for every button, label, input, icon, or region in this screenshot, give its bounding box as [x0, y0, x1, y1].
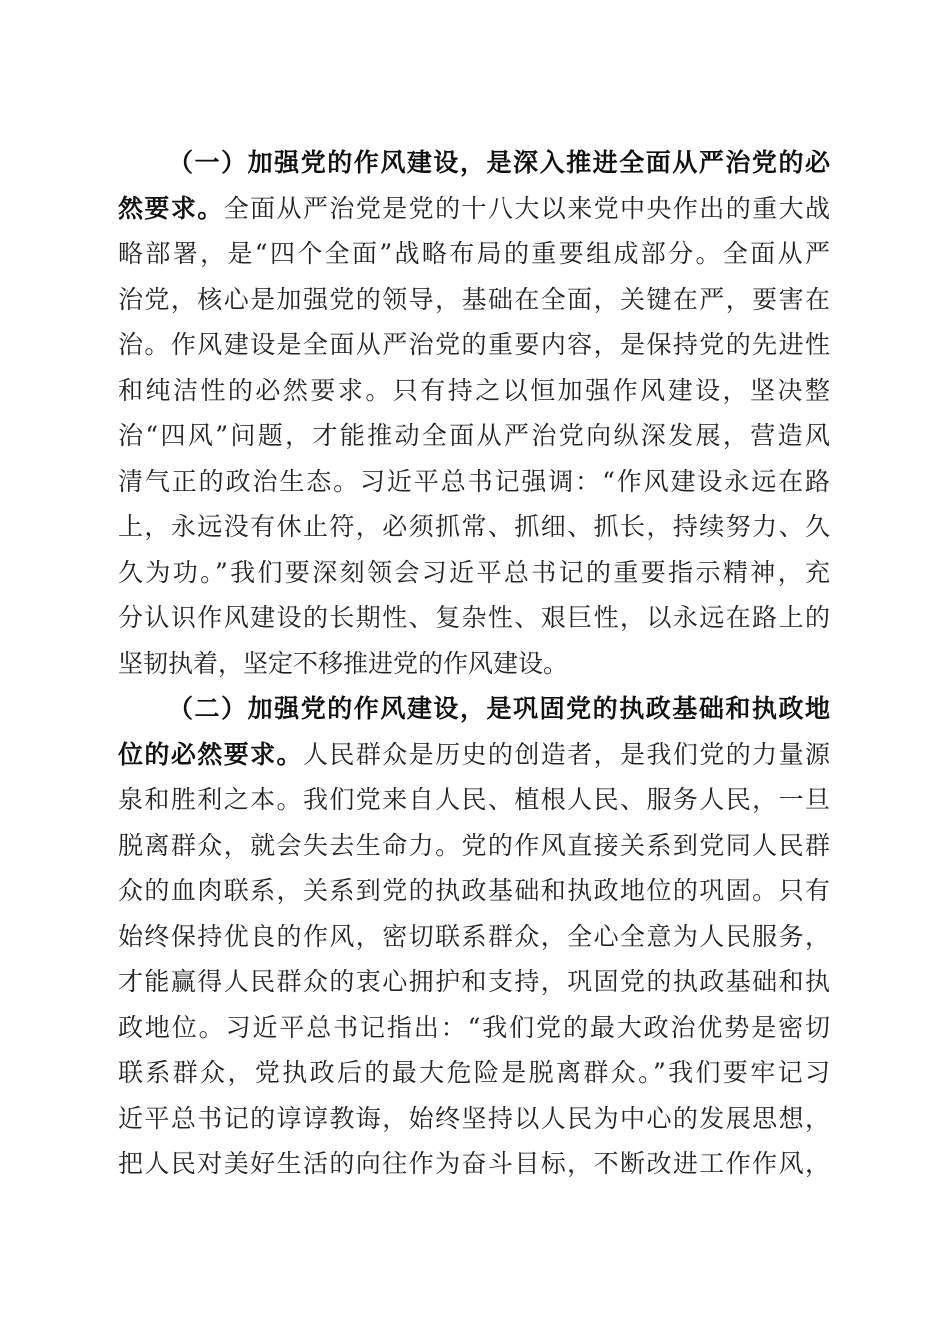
- line-text: 才能赢得人民群众的衷心拥护和支持，巩固党的执政基础和执: [118, 967, 830, 996]
- paragraph-line: [118, 550, 830, 596]
- line-text: 人民群众是历史的创造者，是我们党的力量源: [302, 739, 830, 769]
- paragraph-line: [118, 277, 830, 323]
- document-body: [118, 140, 830, 1187]
- paragraph-line: [118, 914, 830, 960]
- line-text: 治。作风建设是全面从严治党的重要内容，是保持党的先进性: [118, 330, 830, 359]
- paragraph-line: [118, 959, 830, 1005]
- paragraph-line: [118, 231, 830, 277]
- line-text: 治“四风”问题，才能推动全面从严治党向纵深发展，营造风: [118, 421, 830, 450]
- paragraph-line: [118, 777, 830, 823]
- line-text: 始终保持优良的作风，密切联系群众，全心全意为人民服务，: [118, 921, 830, 951]
- line-text: 众的血肉联系，关系到党的执政基础和执政地位的巩固。只有: [118, 876, 830, 905]
- line-text: 略部署，是“四个全面”战略布局的重要组成部分。全面从严: [118, 239, 830, 268]
- paragraph-1: [118, 140, 830, 686]
- paragraph-heading: （一）加强党的作风建设，是深入推进全面从严治党的必: [168, 148, 830, 177]
- line-text: 脱离群众，就会失去生命力。党的作风直接关系到党同人民群: [118, 830, 830, 860]
- line-text: 近平总书记的谆谆教诲，始终坚持以人民为中心的发展思想，: [118, 1103, 830, 1133]
- paragraph-line: [118, 823, 830, 869]
- line-text: 治党，核心是加强党的领导，基础在全面，关键在严，要害在: [118, 284, 830, 314]
- paragraph-line: [118, 504, 830, 550]
- paragraph-2: [118, 686, 830, 1187]
- line-text: 全面从严治党是党的十八大以来党中央作出的重大战: [223, 193, 830, 223]
- paragraph-line: [118, 732, 830, 778]
- line-text: 政地位。习近平总书记指出：“我们党的最大政治优势是密切: [118, 1012, 830, 1042]
- paragraph-heading: 位的必然要求。: [118, 739, 303, 769]
- paragraph-line: [118, 322, 830, 368]
- paragraph-heading: （二）加强党的作风建设，是巩固党的执政基础和执政地: [168, 694, 830, 723]
- paragraph-line: [118, 595, 830, 641]
- line-text: 清气正的政治生态。习近平总书记强调：“作风建设永远在路: [118, 466, 830, 496]
- paragraph-heading: 然要求。: [118, 193, 224, 223]
- line-text: 久为功。”我们要深刻领会习近平总书记的重要指示精神，充: [118, 557, 830, 587]
- paragraph-line: [118, 1141, 830, 1187]
- line-text: 泉和胜利之本。我们党来自人民、植根人民、服务人民，一旦: [118, 785, 830, 814]
- line-text: 把人民对美好生活的向往作为奋斗目标，不断改进工作作风，: [118, 1149, 830, 1178]
- paragraph-line: [118, 1050, 830, 1096]
- line-text: 分认识作风建设的长期性、复杂性、艰巨性，以永远在路上的: [118, 603, 830, 632]
- paragraph-line: [118, 413, 830, 459]
- line-text: 和纯洁性的必然要求。只有持之以恒加强作风建设，坚决整: [118, 375, 830, 405]
- paragraph-line: [118, 140, 830, 186]
- line-text: 坚韧执着，坚定不移推进党的作风建设。: [118, 648, 569, 678]
- paragraph-line: [118, 868, 830, 914]
- paragraph-line: [118, 186, 830, 232]
- paragraph-line: [118, 459, 830, 505]
- line-text: 上，永远没有休止符，必须抓常、抓细、抓长，持续努力、久: [118, 512, 830, 541]
- paragraph-line: [118, 1096, 830, 1142]
- paragraph-line: [118, 641, 830, 687]
- paragraph-line: [118, 686, 830, 732]
- line-text: 联系群众，党执政后的最大危险是脱离群众。”我们要牢记习: [118, 1058, 830, 1087]
- paragraph-line: [118, 1005, 830, 1051]
- paragraph-line: [118, 368, 830, 414]
